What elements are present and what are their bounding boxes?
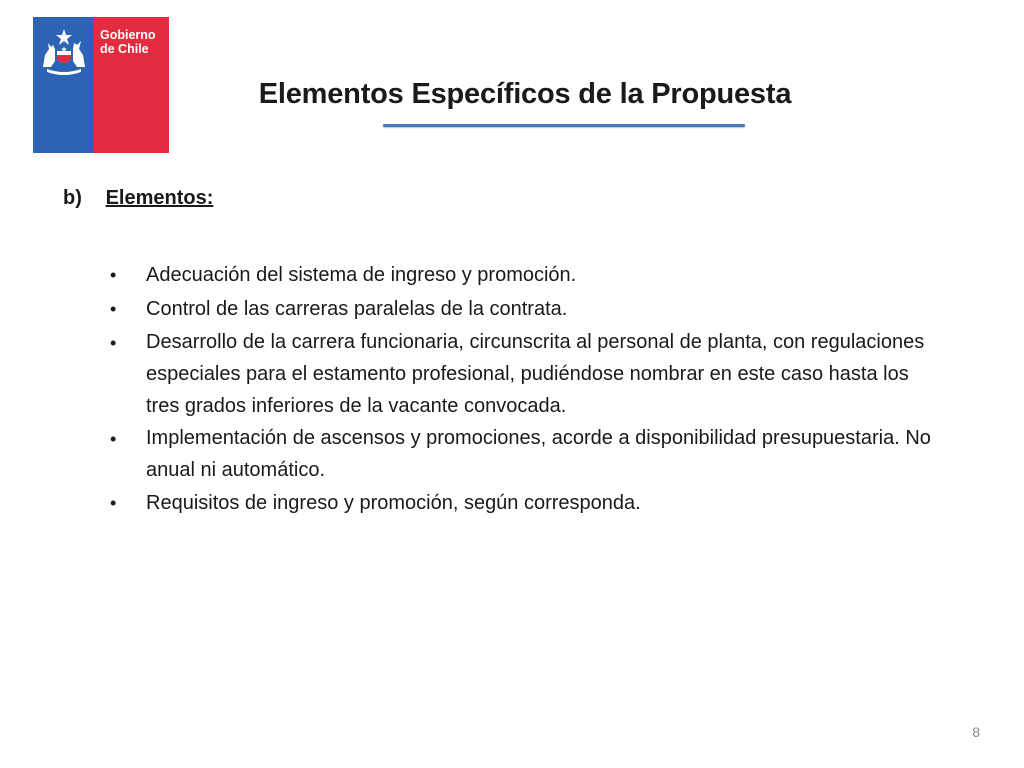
section-marker: b) [63, 187, 82, 209]
list-item [110, 422, 940, 486]
list-item-text: Adecuación del sistema de ingreso y promoción. [146, 264, 577, 286]
bullet-list [110, 258, 940, 520]
gobierno-de-chile-logo [33, 17, 169, 153]
list-item [110, 292, 940, 326]
list-item-text: Implementación de ascensos y promociones, acorde a disponibilidad presupuestaria. No anual ni automático. [146, 427, 931, 481]
title-underline [383, 124, 745, 127]
list-item-text: Control de las carreras paralelas de la contrata. [146, 298, 568, 320]
coat-of-arms-icon [39, 27, 89, 75]
list-item-text: Requisitos de ingreso y promoción, según corresponda. [146, 492, 641, 514]
page-number: 8 [972, 724, 980, 740]
list-item [110, 486, 940, 520]
logo-text: Gobierno de Chile [100, 28, 156, 56]
bullet-icon: • [110, 429, 117, 449]
bullet-icon: • [110, 265, 117, 285]
list-item [110, 326, 940, 422]
list-item-text: Desarrollo de la carrera funcionaria, circunscrita al personal de planta, con regulaciones especiales para el estamento profesional, pudiéndose nombrar en este caso hasta los tres grados inferiores de la vacante convocada. [146, 331, 925, 417]
section-heading [63, 187, 213, 210]
page-title: Elementos Específicos de la Propuesta [258, 78, 792, 110]
bullet-icon: • [110, 299, 117, 319]
section-label: Elementos: [105, 187, 214, 209]
bullet-icon: • [110, 333, 117, 353]
list-item [110, 258, 940, 292]
bullet-icon: • [110, 493, 117, 513]
